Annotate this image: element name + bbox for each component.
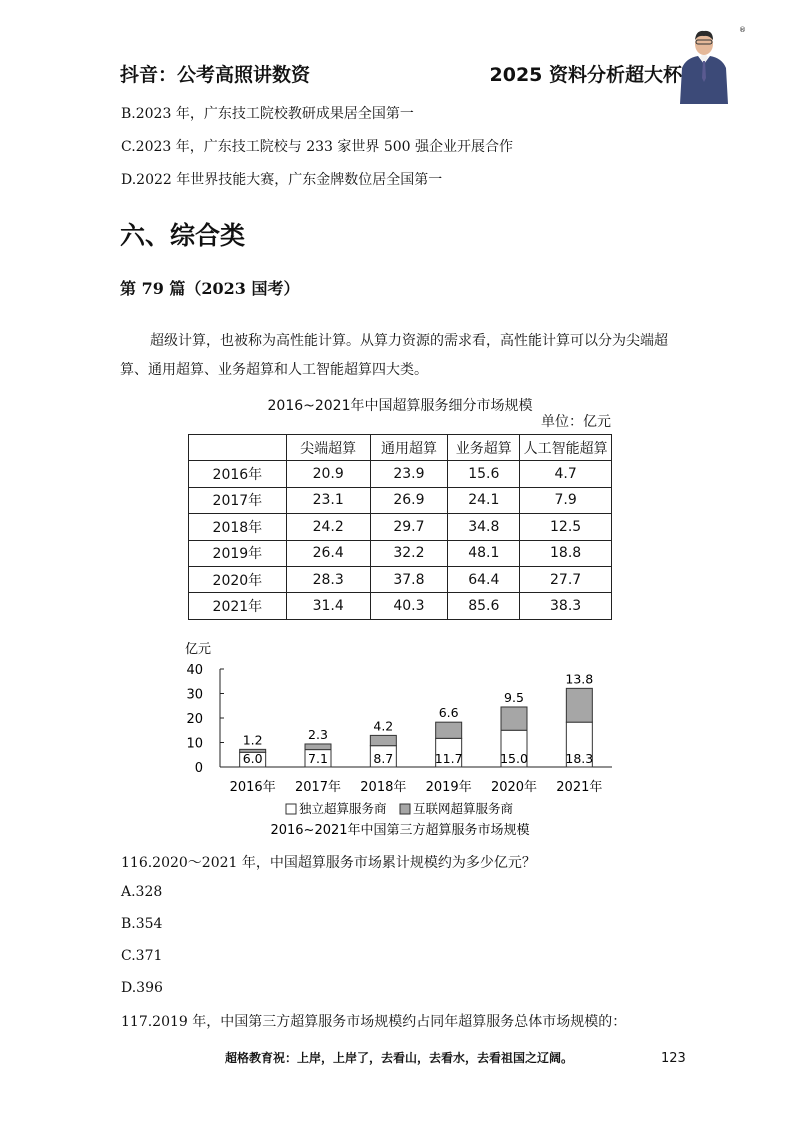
table-cell: 38.3 [520, 593, 612, 619]
table-cell: 23.1 [286, 487, 370, 513]
y-tick-label: 0 [194, 761, 203, 776]
table-cell: 15.6 [448, 461, 520, 487]
answer-option-d: D.396 [121, 980, 163, 996]
x-tick-label: 2017年 [294, 780, 342, 795]
table-row [189, 461, 612, 487]
legend-swatch-independent [286, 804, 296, 814]
presenter-avatar [676, 28, 732, 104]
data-label-independent: 7.1 [308, 751, 328, 766]
x-tick-label: 2016年 [229, 780, 276, 795]
table-row [189, 514, 612, 540]
data-label-internet: 9.5 [504, 689, 524, 705]
market-table [188, 434, 612, 620]
table-header-cell: 尖端超算 [286, 435, 370, 461]
table-cell: 40.3 [370, 593, 448, 619]
table-cell: 23.9 [370, 461, 448, 487]
question-116: 116.2020～2021 年，中国超算服务市场累计规模约为多少亿元？ [121, 855, 536, 871]
data-label-internet: 6.6 [438, 705, 459, 721]
x-tick-label: 2019年 [425, 780, 472, 795]
data-label-independent: 11.7 [434, 751, 463, 766]
bar-internet-3 [436, 722, 462, 738]
data-label-independent: 8.7 [373, 751, 394, 766]
bar-internet-5 [566, 688, 592, 722]
header-left: 抖音：公考高照讲数资 [120, 64, 311, 86]
table-cell: 26.9 [370, 487, 448, 513]
table-cell: 34.8 [448, 514, 520, 540]
answer-option-a: A.328 [121, 884, 163, 900]
table-cell: 37.8 [370, 566, 448, 592]
table-cell: 31.4 [286, 593, 370, 619]
x-tick-label: 2018年 [360, 780, 407, 795]
table-cell: 18.8 [520, 540, 612, 566]
table-cell: 2021年 [189, 593, 287, 619]
table-cell: 2017年 [189, 487, 287, 513]
section-title: 六、综合类 [120, 221, 246, 250]
table-header-cell: 人工智能超算 [520, 435, 612, 461]
article-title: 第 79 篇（2023 国考） [120, 279, 300, 298]
table-cell: 2019年 [189, 540, 287, 566]
y-axis-label: 亿元 [185, 642, 212, 657]
table-caption: 2016~2021年中国超算服务细分市场规模 [267, 398, 533, 414]
table-cell: 20.9 [286, 461, 370, 487]
bar-internet-4 [501, 707, 527, 730]
table-row [189, 593, 612, 619]
data-label-internet: 4.2 [373, 718, 394, 734]
table-cell: 2016年 [189, 461, 287, 487]
data-label-independent: 18.3 [565, 751, 594, 766]
footer-slogan: 超格教育祝：上岸，上岸了，去看山，去看水，去看祖国之辽阔。 [225, 1051, 574, 1065]
chart-title: 2016~2021年中国第三方超算服务市场规模 [270, 823, 530, 838]
option-b: B.2023 年，广东技工院校教研成果居全国第一 [121, 106, 414, 122]
y-tick-label: 40 [186, 663, 203, 678]
x-tick-label: 2021年 [556, 780, 603, 795]
table-cell: 24.2 [286, 514, 370, 540]
table-cell: 29.7 [370, 514, 448, 540]
answer-option-b: B.354 [121, 916, 163, 932]
option-d: D.2022 年世界技能大赛，广东金牌数位居全国第一 [121, 172, 443, 188]
y-tick-label: 30 [186, 687, 203, 703]
stacked-bar-chart [180, 636, 620, 846]
table-cell: 24.1 [448, 487, 520, 513]
table-cell: 32.2 [370, 540, 448, 566]
data-label-internet: 2.3 [308, 726, 328, 742]
table-cell: 85.6 [448, 593, 520, 619]
legend-label-internet: 互联网超算服务商 [413, 801, 514, 816]
legend-swatch-internet [400, 804, 410, 814]
table-header-cell: 通用超算 [370, 435, 448, 461]
intro-paragraph: 超级计算，也被称为高性能计算。从算力资源的需求看，高性能计算可以分为尖端超算、通用超算、业务超算和人工智能超算四大类。 [120, 333, 668, 378]
table-unit: 单位：亿元 [541, 414, 611, 430]
table-cell: 64.4 [448, 566, 520, 592]
header-right: 2025 资料分析超大杯 [489, 64, 682, 86]
table-cell: 2018年 [189, 514, 287, 540]
page-number: 123 [661, 1051, 686, 1066]
table-cell: 7.9 [520, 487, 612, 513]
data-label-independent: 6.0 [242, 751, 263, 766]
table-cell: 28.3 [286, 566, 370, 592]
table-cell: 48.1 [448, 540, 520, 566]
question-117: 117.2019 年，中国第三方超算服务市场规模约占同年超算服务总体市场规模的： [121, 1014, 627, 1030]
registered-mark: ® [739, 26, 746, 34]
table-header-row [189, 435, 612, 461]
table-cell: 26.4 [286, 540, 370, 566]
answer-option-c: C.371 [121, 948, 163, 964]
table-header-cell: 业务超算 [448, 435, 520, 461]
table-cell: 12.5 [520, 514, 612, 540]
bar-internet-1 [305, 744, 331, 750]
table-cell: 2020年 [189, 566, 287, 592]
y-tick-label: 10 [186, 736, 203, 752]
data-label-internet: 1.2 [242, 732, 263, 748]
table-row [189, 487, 612, 513]
option-c: C.2023 年，广东技工院校与 233 家世界 500 强企业开展合作 [121, 139, 513, 155]
table-cell: 4.7 [520, 461, 612, 487]
legend-label-independent: 独立超算服务商 [299, 801, 387, 816]
table-header-cell [189, 435, 287, 461]
y-tick-label: 20 [186, 712, 203, 727]
x-tick-label: 2020年 [490, 780, 538, 795]
table-row [189, 566, 612, 592]
table-row [189, 540, 612, 566]
data-label-independent: 15.0 [500, 751, 528, 766]
table-cell: 27.7 [520, 566, 612, 592]
data-label-internet: 13.8 [565, 671, 594, 687]
bar-internet-2 [370, 735, 396, 745]
